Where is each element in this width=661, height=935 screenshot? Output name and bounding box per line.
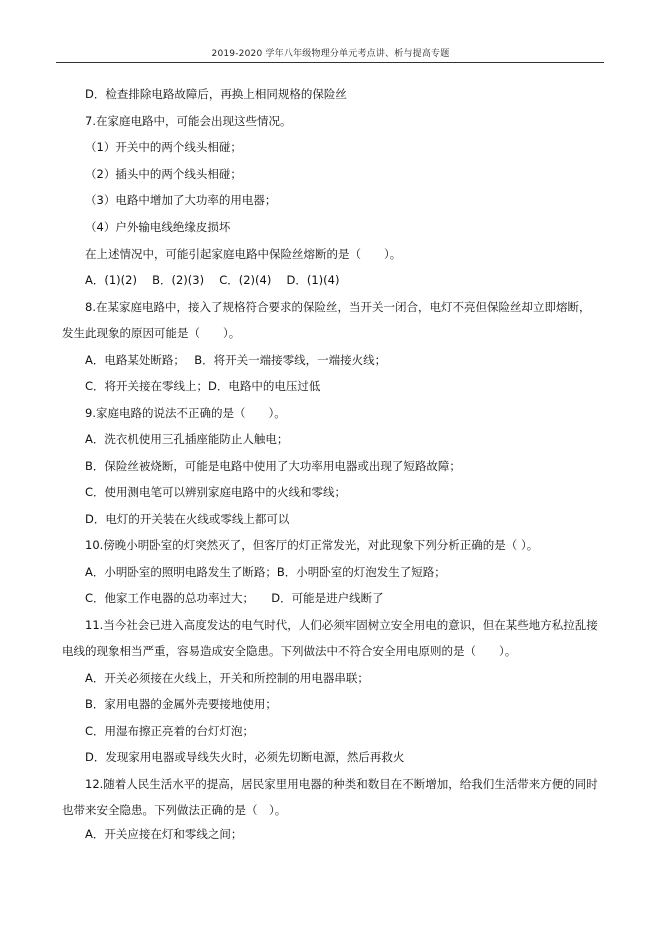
text-line: D．电灯的开关装在火线或零线上都可以 [85,512,290,526]
header-divider [56,62,604,63]
text-line: A．(1)(2) B．(2)(3) C．(2)(4) D．(1)(4) [85,273,340,287]
text-line: 7.在家庭电路中，可能会出现这些情况。 [85,114,292,128]
text-line: 12.随着人民生活水平的提高，居民家里用电器的种类和数目在不断增加，给我们生活带来方便的同时 [85,777,598,791]
text-line: （1）开关中的两个线头相碰； [85,140,242,154]
text-line: 也带来安全隐患。下列做法正确的是（ ）。 [62,803,287,817]
text-line: B．保险丝被烧断，可能是电路中使用了大功率用电器或出现了短路故障； [85,459,461,473]
text-line: C．使用测电笔可以辨别家庭电路中的火线和零线； [85,485,347,499]
text-line: 10.傍晚小明卧室的灯突然灭了，但客厅的灯正常发光，对此现象下列分析正确的是（ ）。 [85,538,539,552]
text-line: A．电路某处断路； B．将开关一端接零线，一端接火线； [85,353,387,367]
text-line: C．他家工作电器的总功率过大； D．可能是进户线断了 [85,591,384,605]
text-line: C．将开关接在零线上；D．电路中的电压过低 [85,379,321,393]
text-line: 在上述情况中，可能引起家庭电路中保险丝熔断的是（ ）。 [85,247,402,261]
text-line: 9.家庭电路的说法不正确的是（ ）。 [85,406,286,420]
text-line: A．开关应接在灯和零线之间； [85,827,243,841]
text-line: （3）电路中增加了大功率的用电器； [85,193,277,207]
text-line: D．发现家用电器或导线失火时，必须先切断电源，然后再救火 [85,750,405,764]
text-line: （2）插头中的两个线头相碰； [85,167,242,181]
text-line: 发生此现象的原因可能是（ ）。 [62,326,241,340]
text-line: A．小明卧室的照明电路发生了断路；B．小明卧室的灯泡发生了短路； [85,565,446,579]
text-line: （4）户外输电线绝缘皮损坏 [85,220,231,234]
text-line: C．用湿布擦正亮着的台灯灯泡； [85,724,255,738]
text-line: A．开关必须接在火线上，开关和所控制的用电器串联； [85,671,369,685]
text-line: 11.当今社会已进入高度发达的电气时代，人们必须牢固树立安全用电的意识，但在某些地方私拉乱接 [85,618,598,632]
page-header: 2019-2020 学年八年级物理分单元考点讲、析与提高专题 [211,49,450,59]
text-line: 8.在某家庭电路中，接入了规格符合要求的保险丝，当开关一闭合，电灯不亮但保险丝却立即熔断， [85,300,591,314]
text-line: B．家用电器的金属外壳要接地使用； [85,697,277,711]
text-line: 电线的现象相当严重，容易造成安全隐患。下列做法中不符合安全用电原则的是（ ）。 [62,644,517,658]
text-line: D．检查排除电路故障后，再换上相同规格的保险丝 [85,87,347,101]
text-line: A．洗衣机使用三孔插座能防止人触电； [85,432,289,446]
